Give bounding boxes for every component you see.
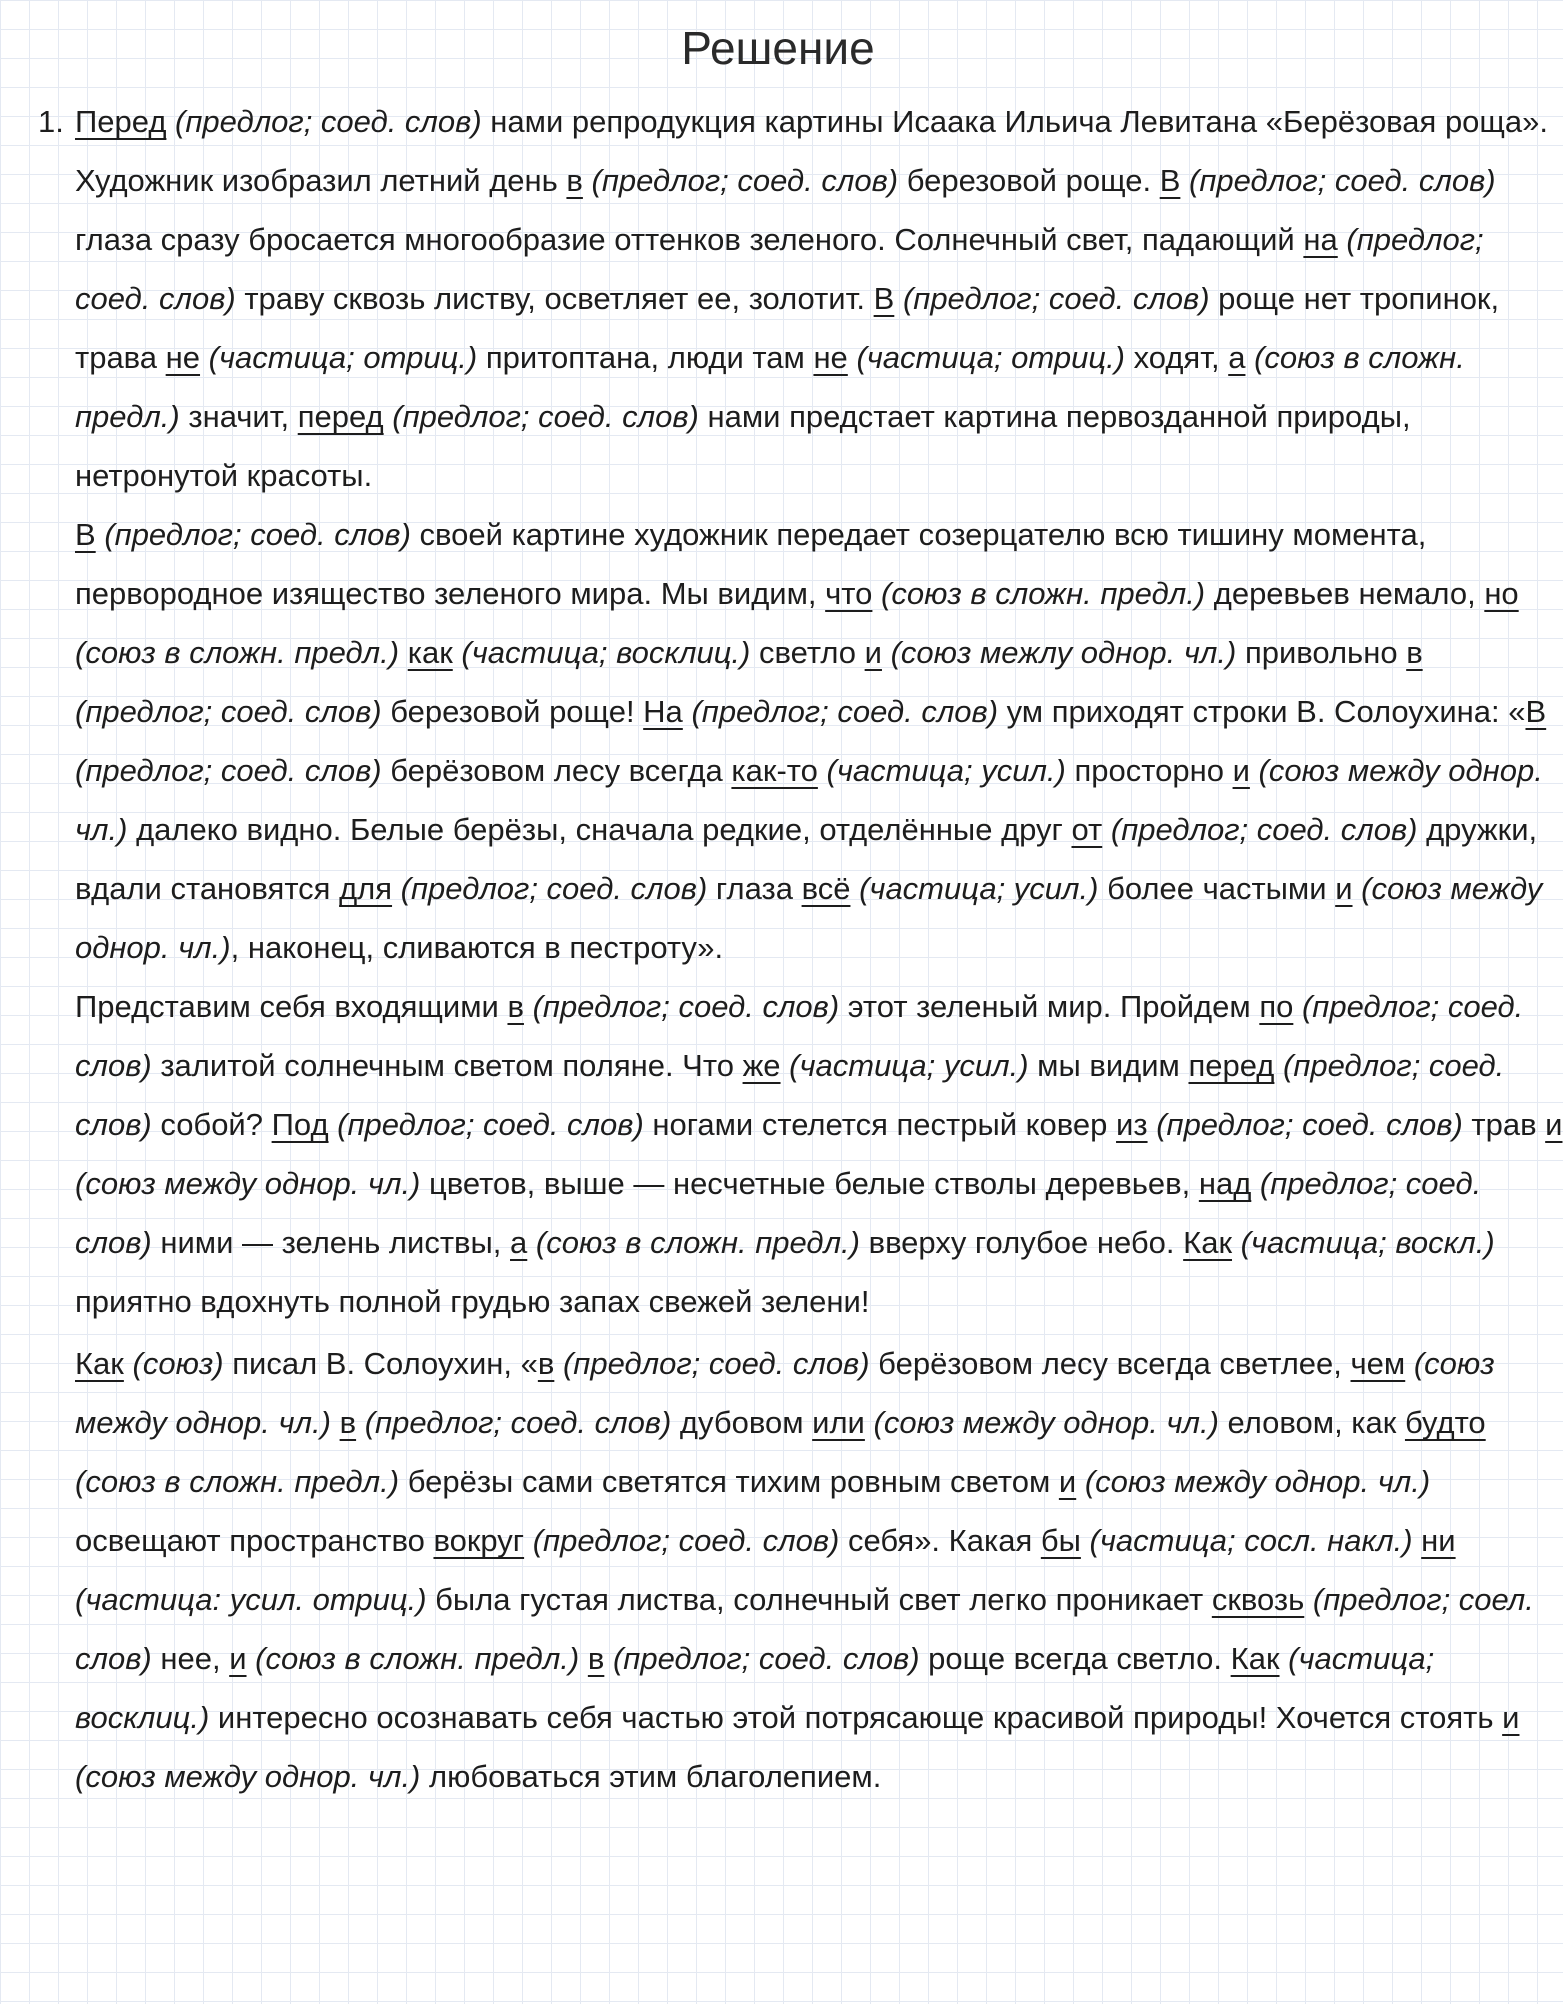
word-annotation: (союз между однор. чл.) xyxy=(75,1166,421,1201)
word-annotation: (предлог; соед. слов) xyxy=(691,694,999,729)
word-annotation: (частица; усил.) xyxy=(859,871,1099,906)
plain-text: березовой роще. xyxy=(898,163,1160,198)
word-annotation: (частица; усил.) xyxy=(826,753,1066,788)
paragraph xyxy=(75,1334,1563,1806)
plain-text: писал В. Солоухин, « xyxy=(223,1346,538,1381)
plain-text: дубовом xyxy=(671,1405,813,1440)
analyzed-word: и xyxy=(229,1641,247,1676)
word-annotation: (предлог; соед. слов) xyxy=(75,1166,1482,1260)
plain-text: далеко видно. Белые берёзы, сначала редкие, отделённые друг xyxy=(127,812,1072,847)
plain-text xyxy=(1304,1582,1313,1617)
analyzed-word: не xyxy=(813,340,848,375)
analyzed-word: в xyxy=(537,1346,555,1381)
plain-text xyxy=(392,871,401,906)
analyzed-word: Как xyxy=(1230,1641,1280,1676)
word-annotation: (частица; сосл. накл.) xyxy=(1089,1523,1413,1558)
plain-text xyxy=(1245,340,1254,375)
plain-text xyxy=(200,340,209,375)
plain-text xyxy=(1274,1048,1283,1083)
plain-text xyxy=(554,1346,563,1381)
plain-text: залитой солнечным светом поляне. Что xyxy=(151,1048,743,1083)
plain-text: цветов, выше — несчетные белые стволы деревьев, xyxy=(420,1166,1199,1201)
analyzed-word: в xyxy=(587,1641,605,1676)
plain-text: ходят, xyxy=(1125,340,1229,375)
plain-text: просторно xyxy=(1065,753,1233,788)
analyzed-word: В xyxy=(873,281,895,316)
word-annotation: (предлог; соед. слов) xyxy=(75,989,1524,1083)
analyzed-word: перед xyxy=(297,399,384,434)
word-annotation: (союз в сложн. предл.) xyxy=(881,576,1206,611)
analyzed-word: же xyxy=(742,1048,781,1083)
analyzed-word: Перед xyxy=(75,104,167,139)
word-annotation: (предлог; соед. слов) xyxy=(104,517,411,552)
analyzed-word: и xyxy=(864,635,882,670)
analyzed-word: в xyxy=(339,1405,357,1440)
word-annotation: (частица; восклиц.) xyxy=(75,1641,1435,1735)
plain-text: значит, xyxy=(179,399,298,434)
word-annotation: (предлог; соед. слов) xyxy=(1156,1107,1463,1142)
analyzed-word: В xyxy=(1159,163,1181,198)
word-annotation: (союз в сложн. предл.) xyxy=(75,1464,400,1499)
solution-text xyxy=(75,92,1563,1806)
word-annotation: (союз между однор. чл.) xyxy=(75,1759,421,1794)
plain-text: ум приходят строки В. Солоухина: « xyxy=(998,694,1526,729)
analyzed-word: в xyxy=(507,989,524,1024)
plain-text xyxy=(384,399,393,434)
plain-text xyxy=(166,104,175,139)
word-annotation: (предлог; соед. слов) xyxy=(902,281,1210,316)
word-annotation: (союз в сложн. предл.) xyxy=(255,1641,580,1676)
plain-text: нее, xyxy=(151,1641,230,1676)
plain-text xyxy=(781,1048,790,1083)
plain-text xyxy=(1353,871,1362,906)
analyzed-word: Как xyxy=(1183,1225,1233,1260)
word-annotation: (предлог; соед. слов) xyxy=(1110,812,1418,847)
analyzed-word: в xyxy=(1406,635,1423,670)
analyzed-word: по xyxy=(1259,989,1294,1024)
word-annotation: (союз между однор. чл.) xyxy=(873,1405,1219,1440)
plain-text: траву сквозь листву, осветляет ее, золотит. xyxy=(235,281,874,316)
word-annotation: (союз между однор. чл.) xyxy=(75,1346,1495,1440)
plain-text xyxy=(604,1641,613,1676)
analyzed-word: или xyxy=(812,1405,865,1440)
plain-text: берёзовом лесу всегда xyxy=(381,753,732,788)
plain-text xyxy=(247,1641,256,1676)
analyzed-word: на xyxy=(1303,222,1338,257)
plain-text: мы видим xyxy=(1028,1048,1189,1083)
word-annotation: (предлог; соед. слов) xyxy=(1189,163,1496,198)
word-annotation: (предлог; соед. слов) xyxy=(75,1048,1505,1142)
plain-text xyxy=(524,1523,533,1558)
plain-text xyxy=(882,635,891,670)
analyzed-word: перед xyxy=(1188,1048,1275,1083)
word-annotation: (союз в сложн. предл.) xyxy=(75,635,400,670)
plain-text: себя». Какая xyxy=(839,1523,1041,1558)
analyzed-word: для xyxy=(339,871,393,906)
word-annotation: (союз межлу однор. чл.) xyxy=(890,635,1237,670)
word-annotation: (союз) xyxy=(132,1346,224,1381)
plain-text: была густая листва, солнечный свет легко проникает xyxy=(426,1582,1212,1617)
analyzed-word: а xyxy=(1228,340,1246,375)
plain-text xyxy=(579,1641,588,1676)
analyzed-word: от xyxy=(1071,812,1103,847)
analyzed-word: и xyxy=(1545,1107,1563,1142)
plain-text: вверху голубое небо. xyxy=(859,1225,1184,1260)
plain-text: березовой роще! xyxy=(381,694,644,729)
analyzed-word: и xyxy=(1058,1464,1077,1499)
analyzed-word: и xyxy=(1335,871,1353,906)
analyzed-word: будто xyxy=(1404,1405,1486,1440)
plain-text: приятно вдохнуть полной грудью запах свежей зелени! xyxy=(75,1284,870,1319)
plain-text xyxy=(583,163,592,198)
plain-text xyxy=(894,281,903,316)
paragraph xyxy=(75,505,1563,977)
plain-text: своей картине художник передает созерцателю всю тишину момента, первородное изящество зеленого мира. Мы видим, xyxy=(75,517,1427,611)
analyzed-word: в xyxy=(566,163,583,198)
plain-text: этот зеленый мир. Пройдем xyxy=(839,989,1260,1024)
analyzed-word: В xyxy=(1525,694,1547,729)
plain-text xyxy=(1081,1523,1090,1558)
word-annotation: (частица: усил. отриц.) xyxy=(75,1582,427,1617)
analyzed-word: как xyxy=(407,635,453,670)
analyzed-word: ни xyxy=(1421,1523,1456,1558)
plain-text: трав xyxy=(1462,1107,1546,1142)
plain-text: глаза сразу бросается многообразие оттенков зеленого. Солнечный свет, падающий xyxy=(75,222,1304,257)
plain-text: глаза xyxy=(707,871,802,906)
plain-text xyxy=(1405,1346,1414,1381)
word-annotation: (союз в сложн. предл.) xyxy=(75,340,1465,434)
word-annotation: (предлог; соед. слов) xyxy=(532,1523,840,1558)
plain-text: нами репродукция картины Исаака Ильича Левитана «Берёзовая роща». Художник изобразил летний день xyxy=(75,104,1549,198)
analyzed-word: На xyxy=(643,694,683,729)
solution-item xyxy=(38,92,1563,1806)
plain-text xyxy=(329,1107,338,1142)
plain-text: деревьев немало, xyxy=(1205,576,1485,611)
paragraph xyxy=(75,977,1563,1331)
analyzed-word: из xyxy=(1116,1107,1148,1142)
analyzed-word: но xyxy=(1484,576,1519,611)
plain-text: берёзовом лесу всегда светлее, xyxy=(869,1346,1351,1381)
plain-text: ногами стелется пестрый ковер xyxy=(643,1107,1117,1142)
analyzed-word: над xyxy=(1198,1166,1252,1201)
analyzed-word: вокруг xyxy=(433,1523,525,1558)
plain-text xyxy=(865,1405,874,1440)
plain-text xyxy=(850,871,859,906)
plain-text: нами предстает картина первозданной природы, нетронутой красоты. xyxy=(75,399,1411,493)
word-annotation: (предлог; соед. слов) xyxy=(337,1107,644,1142)
word-annotation: (частица; отриц.) xyxy=(856,340,1126,375)
word-annotation: (предлог; соед. слов) xyxy=(75,694,382,729)
plain-text xyxy=(1250,753,1259,788)
word-annotation: (частица; восклиц.) xyxy=(461,635,751,670)
analyzed-word: сквозь xyxy=(1211,1582,1305,1617)
analyzed-word: В xyxy=(75,517,96,552)
plain-text xyxy=(872,576,881,611)
plain-text: привольно xyxy=(1236,635,1407,670)
word-annotation: (предлог; соед. слов) xyxy=(392,399,699,434)
plain-text xyxy=(1251,1166,1260,1201)
plain-text: дружки, вдали становятся xyxy=(75,812,1538,906)
plain-text: притоптана, люди там xyxy=(477,340,814,375)
analyzed-word: всё xyxy=(801,871,851,906)
plain-text: роще нет тропинок, трава xyxy=(75,281,1500,375)
plain-text: Представим себя входящими xyxy=(75,989,508,1024)
word-annotation: (союз между однор. чл.) xyxy=(1084,1464,1431,1499)
plain-text: ними — зелень листвы, xyxy=(151,1225,511,1260)
plain-text xyxy=(524,989,533,1024)
plain-text xyxy=(1148,1107,1157,1142)
plain-text xyxy=(1102,812,1111,847)
plain-text: , наконец, сливаются в пестроту». xyxy=(230,930,724,965)
plain-text xyxy=(1293,989,1302,1024)
plain-text xyxy=(527,1225,536,1260)
word-annotation: (союз между однор. чл.) xyxy=(75,871,1543,965)
analyzed-word: Как xyxy=(75,1346,124,1381)
analyzed-word: как-то xyxy=(731,753,818,788)
paragraph xyxy=(75,92,1563,505)
plain-text: любоваться этим благолепием. xyxy=(420,1759,882,1794)
word-annotation: (частица; усил.) xyxy=(789,1048,1029,1083)
analyzed-word: не xyxy=(165,340,201,375)
word-annotation: (предлог; соед. слов) xyxy=(562,1346,870,1381)
word-annotation: (предлог; соед. слов) xyxy=(591,163,899,198)
word-annotation: (предлог; соед. слов) xyxy=(532,989,840,1024)
word-annotation: (предлог; соед. слов) xyxy=(364,1405,672,1440)
analyzed-word: а xyxy=(510,1225,528,1260)
plain-text xyxy=(1280,1641,1289,1676)
plain-text xyxy=(356,1405,365,1440)
plain-text: еловом, как xyxy=(1218,1405,1405,1440)
plain-text xyxy=(1232,1225,1241,1260)
analyzed-word: и xyxy=(1502,1700,1520,1735)
plain-text: освещают пространство xyxy=(75,1523,434,1558)
plain-text: более частыми xyxy=(1098,871,1336,906)
plain-text: интересно осознавать себя частью этой потрясающе красивой природы! Хочется стоять xyxy=(209,1700,1503,1735)
plain-text xyxy=(1180,163,1189,198)
plain-text: роще всегда светло. xyxy=(919,1641,1231,1676)
word-annotation: (предлог; соед. слов) xyxy=(175,104,482,139)
analyzed-word: бы xyxy=(1040,1523,1081,1558)
word-annotation: (предлог; соед. слов) xyxy=(400,871,708,906)
item-number: 1. xyxy=(38,104,64,139)
plain-text xyxy=(1076,1464,1085,1499)
plain-text xyxy=(818,753,827,788)
analyzed-word: и xyxy=(1232,753,1250,788)
word-annotation: (союз между однор. чл.) xyxy=(75,753,1543,847)
word-annotation: (предлог; соел. слов) xyxy=(75,1582,1534,1676)
plain-text: берёзы сами светятся тихим ровным светом xyxy=(399,1464,1059,1499)
plain-text xyxy=(399,635,408,670)
page-title: Решение xyxy=(681,22,875,74)
plain-text xyxy=(124,1346,133,1381)
word-annotation: (частица; воскл.) xyxy=(1240,1225,1495,1260)
analyzed-word: чем xyxy=(1350,1346,1406,1381)
analyzed-word: Под xyxy=(271,1107,329,1142)
plain-text: светло xyxy=(750,635,865,670)
word-annotation: (союз в сложн. предл.) xyxy=(535,1225,860,1260)
plain-text: собой? xyxy=(151,1107,272,1142)
plain-text xyxy=(1413,1523,1422,1558)
word-annotation: (предлог; соед. слов) xyxy=(75,222,1484,316)
plain-text xyxy=(331,1405,340,1440)
word-annotation: (предлог; соед. слов) xyxy=(612,1641,920,1676)
analyzed-word: что xyxy=(825,576,873,611)
word-annotation: (частица; отриц.) xyxy=(208,340,478,375)
word-annotation: (предлог; соед. слов) xyxy=(75,753,382,788)
